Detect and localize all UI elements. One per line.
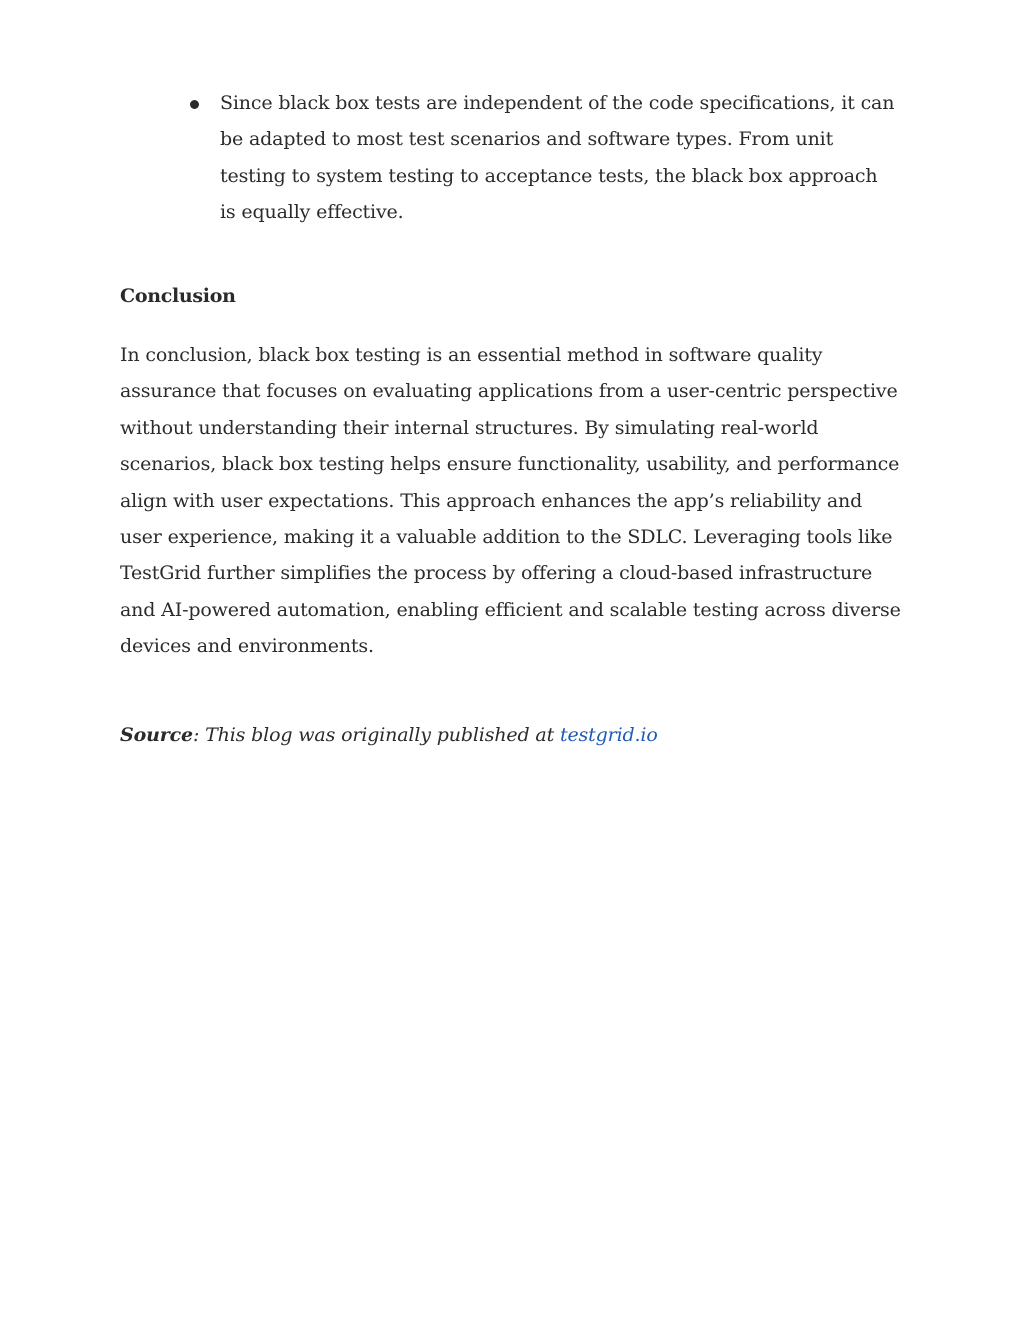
- bullet-list: [188, 85, 898, 231]
- source-separator: :: [192, 724, 206, 746]
- bullet-icon: [190, 100, 199, 109]
- source-link[interactable]: testgrid.io: [559, 724, 658, 746]
- section-heading: Conclusion: [120, 285, 236, 307]
- conclusion-paragraph: In conclusion, black box testing is an essential method in software quality assurance that focuses on evaluating applications from a user-centric perspective without understanding their internal structures. By simulating real-world scenarios, black box testing helps ensure functionality, usability, and performance align with user expectations. This approach enhances the app’s reliability and user experience, making it a valuable addition to the SDLC. Leveraging tools like TestGrid further simplifies the process by offering a cloud-based infrastructure and AI-powered automation, enabling efficient and scalable testing across diverse devices and environments.: [120, 344, 901, 658]
- list-item: [188, 85, 898, 231]
- source-line: [120, 720, 658, 750]
- bullet-text: Since black box tests are independent of the code specifications, it can be adapted to most test scenarios and software types. From unit testing to system testing to acceptance tests, the black box approach is equally effective.: [220, 92, 895, 224]
- source-text: This blog was originally published at: [205, 724, 560, 746]
- source-label: Source: [120, 724, 193, 746]
